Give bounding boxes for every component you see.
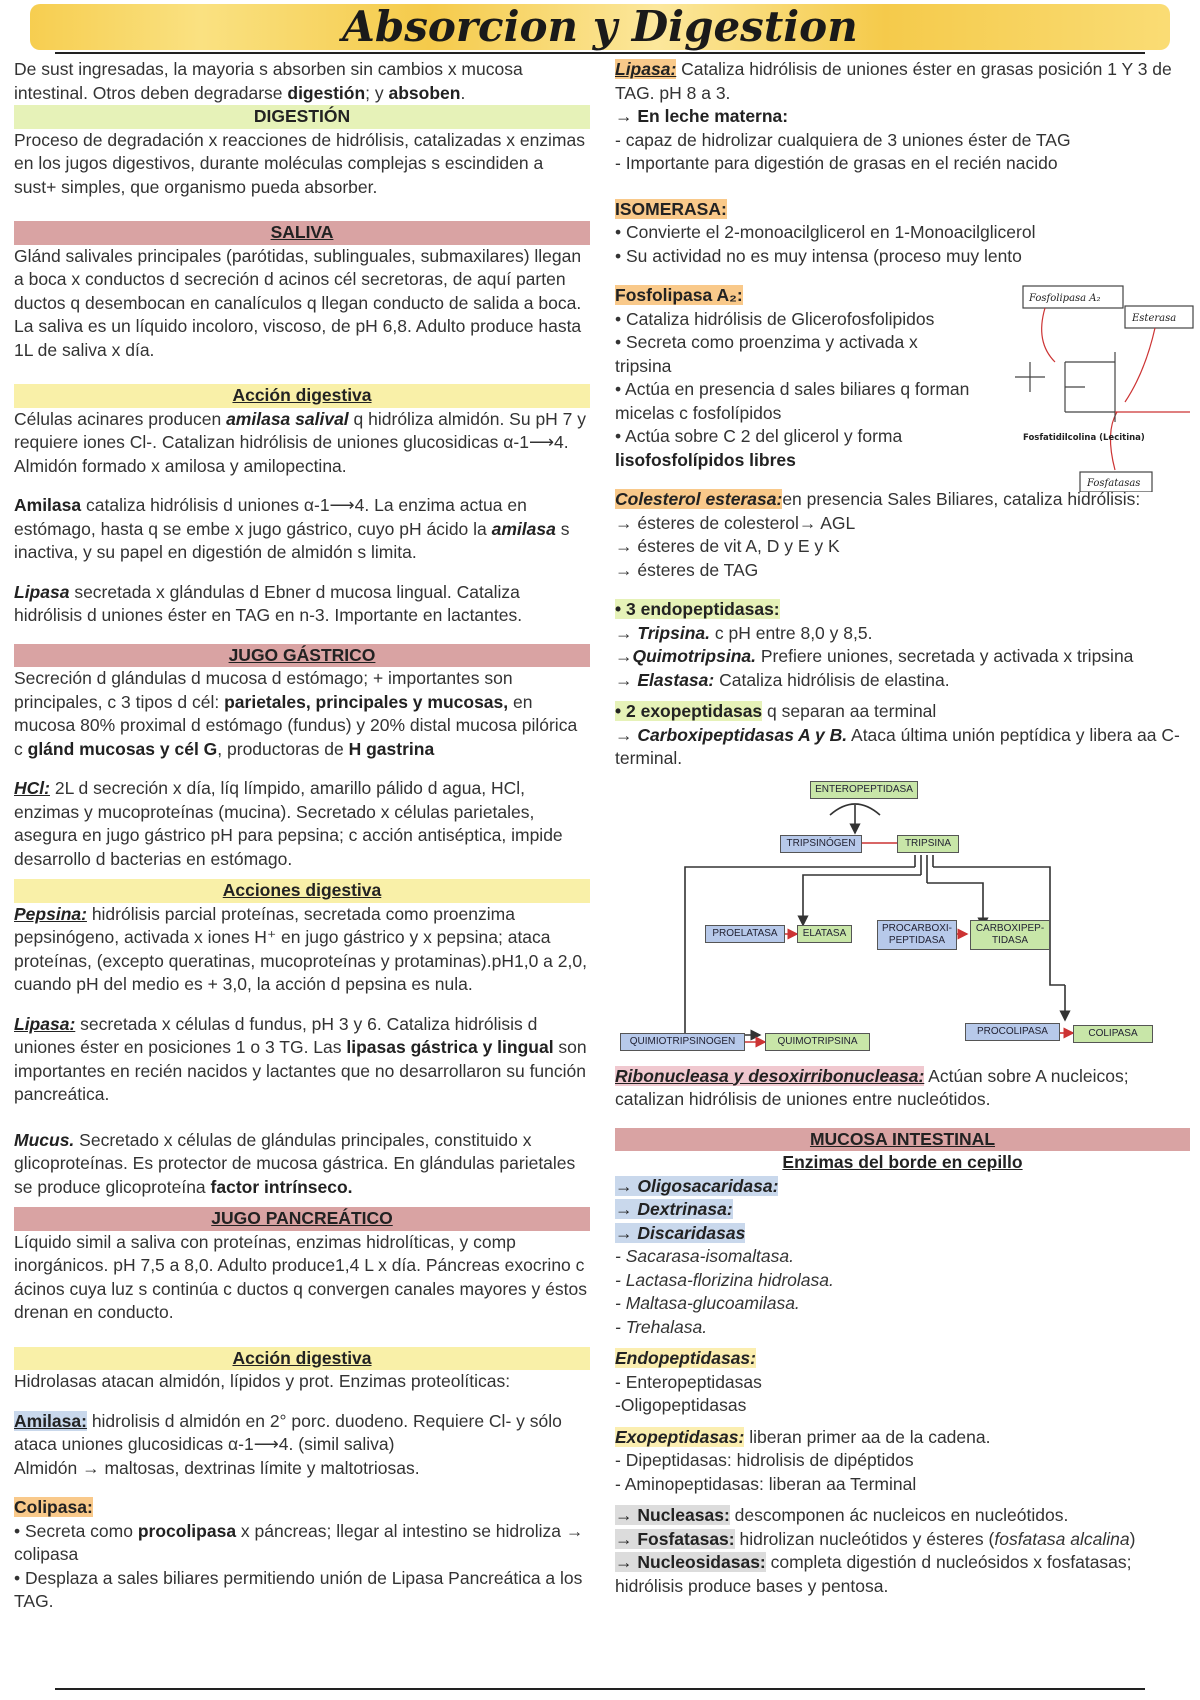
accion-digestiva-text: Células acinares producen amilasa salival q hidróliza almidón. Su pH 7 y requiere iones Cl-. Catalizan hidrólisis de uniones glucosidicas α-1⟶4. Almidón formado x amilosa y amilopectina.	[14, 408, 587, 476]
elatasa-box: ELATASA	[797, 925, 852, 943]
fosfatasas-item: → Fosfatasas: hidrolizan nucleótidos y ésteres (fosfatasa alcalina)	[615, 1528, 1136, 1549]
acciones-digestiva-heading: Acciones digestiva	[14, 879, 590, 903]
endopeptidasa-mucosa-item: -Oligopeptidasas	[615, 1395, 747, 1415]
amilasa-paragraph: Amilasa cataliza hidrólisis d uniones α-1⟶4. La enzima actua en estómago, hasta q se embe x jugo gástrico, cuyo pH ácido la amilasa s inactiva, y su papel en digestión de almidón s limita.	[14, 495, 570, 562]
accion-digestiva-heading-2: Acción digestiva	[14, 1347, 590, 1371]
fosfolipasa-block	[615, 284, 970, 472]
intro-text: De sust ingresadas, la mayoria s absorben sin cambios x mucosa intestinal. Otros deben degradarse digestión; y absoben.	[14, 59, 523, 103]
page-title: Absorcion y Digestion	[342, 2, 858, 51]
disacaridasa-item: - Maltasa-glucoamilasa.	[615, 1293, 800, 1313]
procolipasa-box: PROCOLIPASA	[965, 1023, 1060, 1041]
dextrinasa-item: → Dextrinasa:	[615, 1199, 733, 1219]
colipasa-box: COLIPASA	[1073, 1025, 1153, 1043]
quimotripsinogen-box: QUIMIOTRIPSINOGEN	[620, 1033, 745, 1051]
nucleosidasas-item: → Nucleosidasas: completa digestión d nucleósidos x fosfatasas; hidrólisis produce bases y pentosa.	[615, 1552, 1132, 1596]
isomerasa-item: • Convierte el 2-monoacilglicerol en 1-Monoacilglicerol	[615, 222, 1036, 242]
esterasa-label: Esterasa	[1132, 313, 1177, 324]
title-rule	[55, 52, 1145, 54]
enzimas-borde-heading: Enzimas del borde en cepillo	[782, 1152, 1023, 1172]
fosfolipasa-item: • Cataliza hidrólisis de Glicerofosfolipidos	[615, 308, 935, 329]
endopeptidasa-item: →Quimotripsina. Prefiere uniones, secretada y activada x tripsina	[615, 646, 1134, 666]
hidrolasas-text: Hidrolasas atacan almidón, lípidos y prot. Enzimas proteolíticas:	[14, 1371, 511, 1391]
colipasa-item-1: • Secreta como procolipasa x páncreas; llegar al intestino se hidroliza → colipasa	[14, 1520, 584, 1564]
tripsinogen-box: TRIPSINÓGEN	[780, 835, 862, 853]
left-column	[14, 58, 590, 1614]
mucus-paragraph: Mucus. Secretado x células de glándulas principales, constituido x glicoproteínas. Es protector de mucosa gástrica. En glándulas parietales se produce glicoproteína factor intrínseco.	[14, 1129, 576, 1197]
endopeptidasa-mucosa-item: - Enteropeptidasas	[615, 1371, 762, 1392]
lipasa-lingual-paragraph: Lipasa secretada x glándulas d Ebner d mucosa lingual. Cataliza hidrólisis d uniones éster en TAG en n-3. Importante en lactantes.	[14, 581, 523, 625]
colesterol-item: → ésteres de TAG	[615, 559, 759, 580]
jugo-pancreatico-text: Líquido simil a saliva con proteínas, enzimas hidrolíticas, y comp inorgánicos. pH 7,5 a 8,0. Adulto produce1,4 L x día. Páncreas exocrino c ácinos cuya luz s continúa c ductos q convergen canales mayores y éstos drenan en conducto.	[14, 1231, 587, 1322]
proelatasa-box: PROELATASA	[705, 925, 785, 943]
pepsina-paragraph: Pepsina: hidrólisis parcial proteínas, secretada como proenzima pepsinógeno, activada x iones H⁺ en jugo gástrico y x pepsina; ataca proteínas, (excepto queratinas, mucoproteínas y protaminas).pH1,0 a 2,0, cuando pH del medio es + 3,0, la acción d pepsina es nula.	[14, 903, 587, 994]
leche-item: - capaz de hidrolizar cualquiera de 3 uniones éster de TAG	[615, 129, 1071, 150]
ribonucleasa-paragraph: Ribonucleasa y desoxirribonucleasa: Actúan sobre A nucleicos; catalizan hidrólisis de uniones entre nucleótidos.	[615, 1065, 1129, 1109]
amilasa-pancreatica-paragraph: Amilasa: hidrolisis d almidón en 2° porc. duodeno. Requiere Cl- y sólo ataca uniones glucosidicas α-1⟶4. (simil saliva) Almidón → maltosas, dextrinas límite y maltotriosas.	[14, 1410, 562, 1478]
carboxipeptidasas-item: → Carboxipeptidasas A y B. Ataca última unión peptídica y libera aa C-terminal.	[615, 724, 1180, 768]
colesterol-esterasa-paragraph: Colesterol esterasa:en presencia Sales Biliares, cataliza hidrólisis:	[615, 489, 1141, 509]
fosfatasas-label: Fosfatasas	[1087, 478, 1141, 489]
leche-item: - Importante para digestión de grasas en el recién nacido	[615, 153, 1058, 173]
zymogen-activation-diagram	[615, 775, 1185, 1065]
isomerasa-item: • Su actividad no es muy intensa (proceso muy lento	[615, 245, 1022, 266]
exopeptidasas-mucosa-paragraph: Exopeptidasas: liberan primer aa de la cadena.	[615, 1426, 991, 1447]
digestion-text: Proceso de degradación x reacciones de hidrólisis, catalizadas x enzimas en los jugos digestivos, durante moléculas complejas s escindiden a sust+ simples, que organismo pueda absorber.	[14, 129, 585, 197]
exopeptidasas-heading: • 2 exopeptidasas q separan aa terminal	[615, 701, 937, 721]
disacaridasa-item: - Trehalasa.	[615, 1316, 708, 1337]
jugo-gastrico-text: Secreción d glándulas d mucosa d estómago; + importantes son principales, c 3 tipos d cél: parietales, principales y mucosas, en mucosa 80% proximal d estómago (fundus) y 20% distal mucosa pilórica c glánd mucosas y cél G, productoras de H gastrina	[14, 668, 578, 759]
digestion-heading: DIGESTIÓN	[14, 105, 590, 129]
enteropeptidasa-box: ENTEROPEPTIDASA	[810, 781, 918, 799]
procarboxipeptidasa-box: PROCARBOXI-PEPTIDASA	[877, 920, 957, 950]
saliva-heading: SALIVA	[14, 221, 590, 245]
quimotripsina-box: QUIMOTRIPSINA	[765, 1033, 870, 1051]
accion-digestiva-heading: Acción digestiva	[14, 384, 590, 408]
fosfatidilcolina-label: Fosfatidilcolina (Lecitina)	[1023, 433, 1145, 443]
discaridasas-item: → Discaridasas	[615, 1222, 746, 1243]
carboxipeptidasa-box: CARBOXIPEP-TIDASA	[970, 920, 1050, 950]
leche-materna-heading: → En leche materna:	[615, 106, 789, 126]
disacaridasa-item: - Sacarasa-isomaltasa.	[615, 1246, 794, 1266]
fosfolipasa-item: • Actúa sobre C 2 del glicerol y forma	[615, 426, 903, 446]
lipasa-gastrica-paragraph: Lipasa: secretada x células d fundus, pH 3 y 6. Cataliza hidrólisis d uniones éster en posiciones 1 o 3 TG. Las lipasas gástrica y lingual son importantes en recién nacidos y lactantes que no desarrollaron su función pancreática.	[14, 1013, 587, 1104]
nucleasas-item: → Nucleasas: descomponen ác nucleicos en nucleótidos.	[615, 1505, 1069, 1525]
colipasa-item-2: • Desplaza a sales biliares permitiendo unión de Lipasa Pancreática a los TAG.	[14, 1567, 583, 1611]
tripsina-box: TRIPSINA	[897, 835, 959, 853]
mucosa-intestinal-heading: MUCOSA INTESTINAL	[615, 1128, 1190, 1152]
fosfolipasa-item: • Secreta como proenzima y activada x tripsina	[615, 332, 918, 376]
endopeptidasa-item: → Elastasa: Cataliza hidrólisis de elastina.	[615, 669, 950, 690]
lipasa-pancreatica-paragraph: Lipasa: Cataliza hidrólisis de uniones éster en grasas posición 1 Y 3 de TAG. pH 8 a 3.	[615, 59, 1172, 103]
isomerasa-heading: ISOMERASA:	[615, 198, 727, 219]
colesterol-item: → ésteres de vit A, D y E y K	[615, 536, 840, 556]
jugo-pancreatico-heading: JUGO PANCREÁTICO	[14, 1207, 590, 1231]
endopeptidasa-item: → Tripsina. c pH entre 8,0 y 8,5.	[615, 622, 873, 643]
fosfolipasa-item: • Actúa en presencia d sales biliares q forman micelas c fosfolípidos	[615, 379, 970, 423]
jugo-gastrico-heading: JUGO GÁSTRICO	[14, 644, 590, 668]
colesterol-item: → ésteres de colesterol→ AGL	[615, 512, 856, 533]
fosfolipasa-heading: Fosfolipasa A₂:	[615, 285, 743, 305]
oligosacaridasa-item: → Oligosacaridasa:	[615, 1175, 779, 1196]
phospholipid-diagram	[1005, 282, 1195, 492]
footer-rule	[55, 1688, 1145, 1690]
colipasa-heading: Colipasa:	[14, 1497, 93, 1517]
lisofosfolipidos-text: lisofosfolípidos libres	[615, 449, 796, 470]
endopeptidasas-mucosa-heading: Endopeptidasas:	[615, 1348, 756, 1368]
endopeptidasas-heading: • 3 endopeptidasas:	[615, 599, 780, 619]
phospholipid-structure	[1005, 282, 1195, 492]
exopeptidasa-mucosa-item: - Dipeptidasas: hidrolisis de dipéptidos	[615, 1450, 914, 1470]
disacaridasa-item: - Lactasa-florizina hidrolasa.	[615, 1269, 834, 1290]
fosfolipasa-label: Fosfolipasa A₂	[1029, 293, 1101, 304]
hcl-paragraph: HCl: 2L d secreción x día, líq límpido, amarillo pálido d agua, HCl, enzimas y mucoproteínas (mucina). Secretado x células parietales, asegura en jugo gástrico pH para pepsina; c acción antiséptica, impide desarrollo d bacterias en estómago.	[14, 778, 563, 869]
saliva-text: Glánd salivales principales (parótidas, sublinguales, submaxilares) llegan a boca x conductos d secreción d acinos cél secretoras, de aquí parten ductos q desembocan en canalículos q llegan conducto de salida a boca. La saliva es un líquido incoloro, viscoso, de pH 6,8. Adulto produce hasta 1L de saliva x día.	[14, 245, 582, 360]
exopeptidasa-mucosa-item: - Aminopeptidasas: liberan aa Terminal	[615, 1473, 917, 1494]
